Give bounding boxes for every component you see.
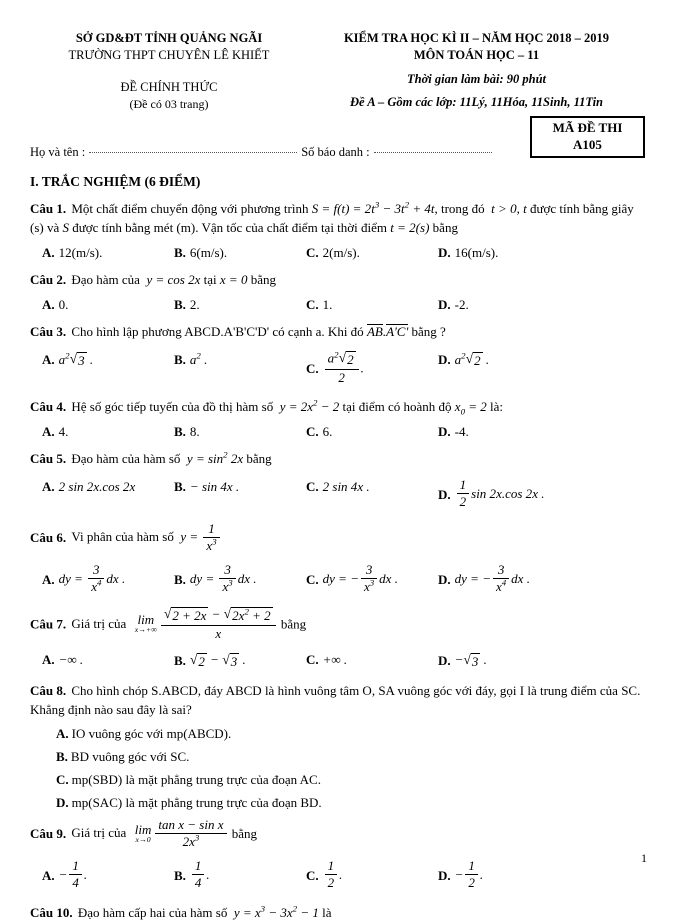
question-5-text-2: bằng	[246, 451, 272, 467]
answer-key: D.	[438, 352, 451, 368]
answer-option[interactable]	[174, 297, 306, 313]
answer-key: A.	[56, 725, 69, 741]
question-9-label: Câu 9.	[30, 825, 67, 841]
answer-value: dy = $\frac{3}{x^4}$ dx .	[58, 562, 126, 595]
question-7-text-2: bằng	[280, 615, 307, 631]
answer-value: 2.	[189, 296, 200, 312]
question-2-answers	[30, 297, 645, 313]
answer-value: -2.	[454, 296, 469, 312]
student-name-field[interactable]	[30, 145, 301, 160]
answer-key: C.	[306, 360, 319, 376]
question-4-expr-2: $x_0 = 2$	[454, 399, 487, 417]
answer-key: B.	[174, 478, 186, 494]
answer-value: 6.	[322, 424, 333, 440]
question-5-text: Đạo hàm của hàm số	[71, 451, 181, 467]
student-name-label: Họ và tên :	[30, 145, 86, 160]
answer-value: dy = − $\frac{3}{x^3}$ dx .	[322, 562, 398, 595]
question-10-label: Câu 10.	[30, 904, 73, 920]
answer-option[interactable]	[306, 860, 438, 892]
student-id-field[interactable]	[301, 145, 495, 160]
answer-value: mp(SAC) là mặt phẳng trung trực của đoạn BD.	[71, 794, 322, 810]
question-1-var-t: t	[523, 201, 527, 217]
question-3-text: Cho hình lập phương ABCD.A'B'C'D' có cạnh a. Khi đó	[71, 323, 364, 339]
answer-value: − $\frac{1}{2}$ .	[454, 858, 484, 891]
answer-value: 8.	[189, 424, 200, 440]
answer-option[interactable]	[42, 860, 174, 892]
answer-key: D.	[56, 794, 69, 810]
document-header	[0, 0, 675, 112]
answer-value: $\frac{1}{4}$ .	[190, 860, 210, 892]
page-count-note: (Đề có 03 trang)	[129, 96, 209, 111]
question-9-expr: lim x→0 $\frac{\text{tan x − sin x}}{2x^3}$	[130, 825, 229, 840]
answer-option[interactable]	[438, 652, 570, 670]
answer-option[interactable]	[42, 652, 174, 668]
answer-key: A.	[42, 244, 55, 260]
question-9-text-2: bằng	[231, 825, 258, 841]
question-7-text: Giá trị của	[71, 615, 127, 631]
answer-key: D.	[438, 653, 451, 669]
answer-value: − √ 3 .	[454, 651, 487, 669]
question-8-label: Câu 8.	[30, 682, 67, 698]
question-9-text: Giá trị của	[71, 825, 127, 841]
section-title-multiple-choice: I. TRẮC NGHIỆM (6 ĐIỂM)	[30, 174, 201, 190]
question-9	[30, 816, 645, 851]
answer-key: B.	[56, 748, 68, 764]
answer-key: C.	[306, 478, 319, 494]
student-name-blank[interactable]	[89, 152, 297, 153]
answer-key: D.	[438, 486, 451, 502]
question-5-label: Câu 5.	[30, 451, 67, 467]
answer-key: C.	[306, 571, 319, 587]
answer-option[interactable]	[42, 424, 174, 440]
header-school-block	[30, 30, 308, 112]
answer-key: C.	[56, 771, 69, 787]
answer-option[interactable]	[174, 564, 306, 596]
answer-value: − sin 4x .	[189, 478, 240, 494]
answer-option[interactable]	[438, 352, 570, 370]
question-1-text-5: được tính bằng mét (m). Vận tốc của chất điểm tại thời điểm	[72, 220, 388, 236]
question-7	[30, 605, 645, 643]
answer-option[interactable]	[306, 424, 438, 440]
answer-key: D.	[438, 424, 451, 440]
answer-option[interactable]	[56, 726, 645, 742]
answer-key: A.	[42, 478, 55, 494]
answer-option[interactable]	[438, 245, 570, 261]
question-8-text: Cho hình chóp S.ABCD, đáy ABCD là hình vuông tâm O, SA vuông góc với đáy, gọi I là trung điểm của SC. Khẳng định nào sau đây là sai?	[30, 682, 641, 717]
official-exam-label: ĐỀ CHÍNH THỨC	[120, 79, 218, 94]
question-7-answers	[30, 652, 645, 670]
answer-option[interactable]	[42, 352, 174, 370]
question-3-expr: AB.A'C'	[366, 323, 409, 339]
answer-key: D.	[438, 296, 451, 312]
question-10-text: Đạo hàm cấp hai của hàm số	[77, 904, 228, 920]
answer-key: A.	[42, 296, 55, 312]
exam-content	[0, 174, 675, 922]
answer-value: 16(m/s).	[454, 244, 499, 260]
answer-value: $a^2$ √ 2 .	[454, 350, 490, 369]
answer-key: B.	[174, 244, 186, 260]
answer-value: 6(m/s).	[189, 244, 228, 260]
exam-variant-classes: Đề A – Gồm các lớp: 11Lý, 11Hóa, 11Sinh, 11Tin	[349, 94, 604, 109]
question-1-text-4: được tính bằng giây (s) và	[30, 201, 634, 236]
question-2-text-3: bằng	[250, 271, 276, 287]
answer-value: −∞ .	[58, 652, 84, 668]
answer-value: − $\frac{1}{4}$ .	[58, 858, 88, 891]
exam-subject: MÔN TOÁN HỌC – 11	[413, 48, 540, 63]
answer-key: B.	[174, 867, 186, 883]
question-6-answers	[30, 564, 645, 596]
answer-value: $\frac{1}{2}$ .	[323, 860, 343, 892]
answer-value: $a^2$ √ 2 2 .	[323, 352, 364, 387]
answer-option[interactable]	[56, 749, 645, 765]
question-2-expr-2: x = 0	[219, 271, 248, 287]
answer-value: mp(SBD) là mặt phẳng trung trực của đoạn AC.	[71, 771, 321, 787]
answer-option[interactable]	[42, 564, 174, 596]
answer-key: A.	[42, 424, 55, 440]
answer-option[interactable]	[56, 795, 645, 811]
answer-key: C.	[306, 296, 319, 312]
answer-value: 12(m/s).	[58, 244, 103, 260]
question-8	[30, 682, 645, 720]
answer-option[interactable]	[174, 424, 306, 440]
question-10-expr: $y = x^3 - 3x^2 - 1$	[233, 903, 319, 920]
answer-key: B.	[174, 571, 186, 587]
answer-option[interactable]	[174, 245, 306, 261]
exam-code-title: MÃ ĐỀ THI	[552, 120, 623, 136]
answer-option[interactable]	[174, 479, 306, 495]
answer-option[interactable]	[438, 476, 570, 511]
question-10	[30, 904, 645, 923]
answer-option[interactable]	[438, 860, 570, 892]
header-exam-block	[308, 30, 645, 112]
question-1-formula: $S = f(t) = 2t^3 - 3t^2 + 4t$	[311, 199, 435, 217]
answer-key: C.	[306, 424, 319, 440]
answer-option[interactable]	[174, 652, 306, 670]
answer-key: B.	[174, 424, 186, 440]
answer-key: C.	[306, 244, 319, 260]
question-2-label: Câu 2.	[30, 271, 67, 287]
answer-option[interactable]	[174, 352, 306, 368]
answer-key: D.	[438, 867, 451, 883]
question-3-answers	[30, 348, 645, 387]
question-6-text: Vi phân của hàm số	[71, 529, 174, 545]
student-info-row	[0, 120, 675, 160]
question-4-text: Hệ số góc tiếp tuyến của đồ thị hàm số	[71, 399, 274, 415]
exam-code-value: A105	[573, 136, 602, 152]
question-5-expr: $y = \sin^2 2x$	[186, 449, 244, 467]
question-10-text-2: là	[322, 904, 332, 920]
answer-value: +∞ .	[322, 652, 348, 668]
answer-option[interactable]	[306, 245, 438, 261]
question-2	[30, 271, 645, 290]
question-1-text-2: , trong đó	[434, 201, 485, 217]
answer-value: $\frac{1}{2}$ sin 2x.cos 2x .	[455, 479, 545, 511]
answer-option[interactable]	[42, 479, 174, 495]
answer-option[interactable]	[306, 652, 438, 668]
answer-option[interactable]	[306, 564, 438, 596]
question-3	[30, 323, 645, 342]
answer-option[interactable]	[438, 424, 570, 440]
question-4-text-3: là:	[490, 399, 504, 415]
question-4-answers	[30, 424, 645, 440]
department-name: SỞ GD&ĐT TỈNH QUẢNG NGÃI	[75, 31, 263, 45]
answer-key: D.	[438, 244, 451, 260]
answer-value: -4.	[454, 424, 469, 440]
question-1-condition: t > 0	[491, 201, 517, 217]
answer-key: B.	[174, 351, 186, 367]
answer-key: C.	[306, 867, 319, 883]
answer-option[interactable]	[174, 860, 306, 892]
student-id-label: Số báo danh :	[301, 145, 370, 160]
exam-code-box	[530, 116, 645, 158]
exam-duration: Thời gian làm bài: 90 phút	[406, 71, 547, 86]
page-number: 1	[641, 851, 647, 865]
question-2-expr: y = cos 2x	[146, 271, 201, 287]
answer-option[interactable]	[56, 772, 645, 788]
answer-key: A.	[42, 867, 55, 883]
answer-value: 0.	[58, 296, 69, 312]
question-6-label: Câu 6.	[30, 529, 67, 545]
answer-key: B.	[174, 653, 186, 669]
answer-option[interactable]	[306, 479, 438, 495]
question-1-label: Câu 1.	[30, 201, 67, 217]
answer-option[interactable]	[438, 297, 570, 313]
answer-option[interactable]	[306, 297, 438, 313]
answer-value: 2(m/s).	[322, 244, 360, 260]
question-6	[30, 520, 645, 555]
question-1-condition-2: t = 2(s)	[390, 220, 430, 236]
question-5-answers	[30, 476, 645, 511]
question-1-var-S: S	[62, 220, 69, 236]
answer-value: 1.	[322, 296, 333, 312]
question-1	[30, 200, 645, 238]
question-3-text-2: bằng ?	[411, 323, 446, 339]
question-1-text-6: bằng	[432, 220, 458, 236]
question-8-answers	[30, 726, 645, 811]
answer-value: $a^2$ √ 3 .	[58, 350, 94, 369]
answer-value: 2 sin 4x .	[322, 478, 370, 494]
answer-key: D.	[438, 571, 451, 587]
question-6-expr: y = $\frac{1}{x^3}$	[177, 529, 222, 544]
question-4-label: Câu 4.	[30, 399, 67, 415]
answer-value: 2 sin 2x.cos 2x	[58, 478, 136, 494]
exam-title: KIỂM TRA HỌC KÌ II – NĂM HỌC 2018 – 2019	[343, 31, 610, 45]
answer-key: A.	[42, 352, 55, 368]
answer-key: B.	[174, 296, 186, 312]
question-7-expr: lim x→+∞ √ 2 + 2x − √ $2x^2 + 2$ x	[130, 616, 278, 631]
answer-value: dy = − $\frac{3}{x^4}$ dx .	[454, 562, 530, 595]
answer-value: BD vuông góc với SC.	[70, 748, 190, 764]
question-2-text: Đạo hàm của	[71, 271, 140, 287]
answer-value: $a^2$ .	[189, 350, 208, 367]
answer-key: C.	[306, 652, 319, 668]
question-9-answers	[30, 860, 645, 892]
answer-option[interactable]	[438, 564, 570, 596]
answer-value: 4.	[58, 424, 69, 440]
answer-key: A.	[42, 571, 55, 587]
question-5	[30, 450, 645, 469]
question-4-expr: $y = 2x^2 - 2$	[279, 397, 340, 415]
question-7-label: Câu 7.	[30, 615, 67, 631]
school-name: TRƯỜNG THPT CHUYÊN LÊ KHIẾT	[68, 48, 270, 63]
question-1-text: Một chất điểm chuyển động với phương trình	[71, 201, 309, 217]
answer-option[interactable]	[306, 348, 438, 387]
answer-value: √ 2 − √ 3 .	[189, 651, 246, 669]
answer-option[interactable]	[42, 297, 174, 313]
question-4	[30, 398, 645, 417]
question-4-text-2: tại điểm có hoành độ	[342, 399, 452, 415]
student-id-blank[interactable]	[374, 152, 492, 153]
question-1-comma: ,	[516, 201, 520, 217]
question-2-text-2: tại	[203, 271, 217, 287]
answer-value: dy = $\frac{3}{x^3}$ dx .	[189, 562, 257, 595]
answer-key: A.	[42, 652, 55, 668]
answer-value: IO vuông góc với mp(ABCD).	[71, 725, 232, 741]
answer-option[interactable]	[42, 245, 174, 261]
question-3-label: Câu 3.	[30, 323, 67, 339]
question-1-answers	[30, 245, 645, 261]
